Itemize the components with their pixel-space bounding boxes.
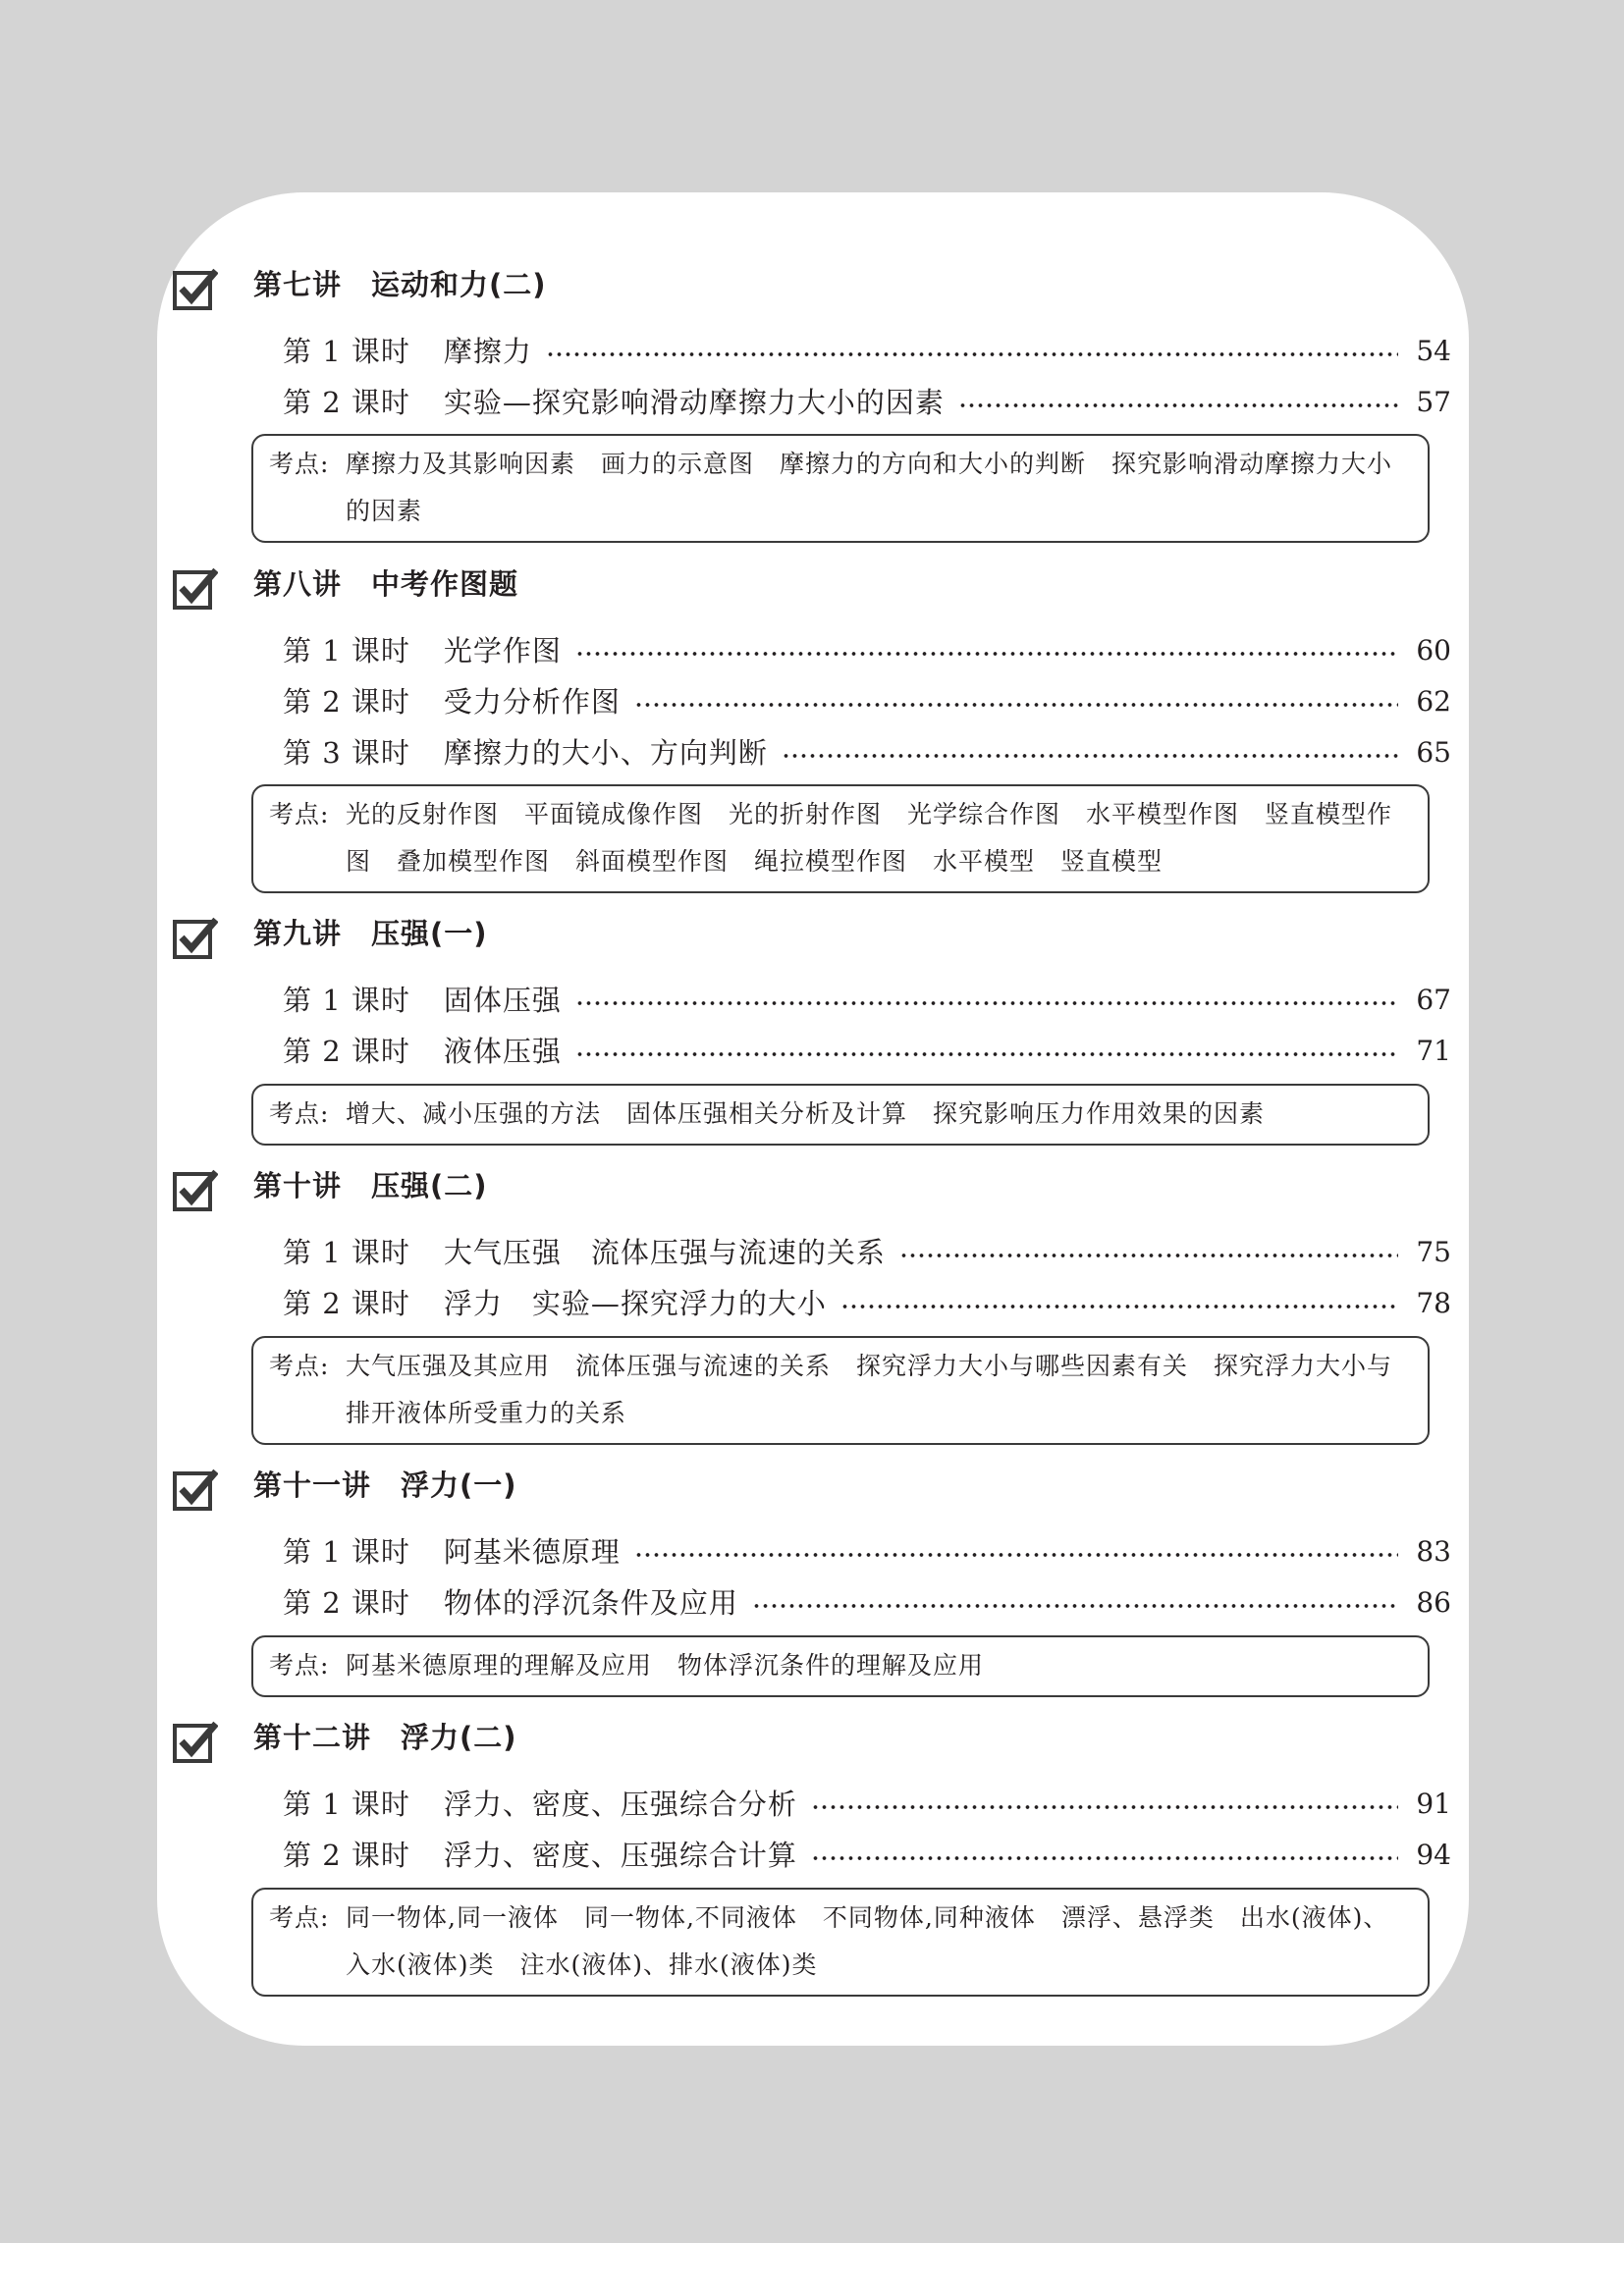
period-label: 第 2 课时	[283, 1287, 410, 1320]
key-points-text: 增大、减小压强的方法 固体压强相关分析及计算 探究影响压力作用效果的因素	[346, 1099, 1266, 1128]
period-label: 第 1 课时	[283, 335, 410, 368]
key-points-label: 考点:	[269, 1099, 330, 1128]
topic-title: 液体压强	[443, 1035, 562, 1068]
topic-title: 大气压强 流体压强与流速的关系	[443, 1236, 886, 1269]
page-number: 57	[1416, 386, 1451, 418]
toc-entry[interactable]	[283, 1583, 1451, 1623]
checkbox-check-icon	[173, 1168, 218, 1211]
dot-leader	[782, 754, 1398, 758]
key-points-box	[251, 1888, 1430, 1997]
key-points-text: 阿基米德原理的理解及应用 物体浮沉条件的理解及应用	[346, 1651, 985, 1680]
toc-entry[interactable]	[283, 1532, 1451, 1572]
topic-title: 浮力、密度、压强综合计算	[443, 1839, 797, 1872]
page-number: 86	[1416, 1586, 1451, 1619]
dot-leader	[811, 1856, 1398, 1860]
period-label: 第 1 课时	[283, 1236, 410, 1269]
topic-title: 浮力、密度、压强综合分析	[443, 1788, 797, 1821]
toc-entry[interactable]	[283, 383, 1451, 422]
key-points-text: 摩擦力及其影响因素 画力的示意图 摩擦力的方向和大小的判断 探究影响滑动摩擦力大小的因素	[346, 450, 1393, 525]
dot-leader	[634, 1553, 1398, 1557]
period-label: 第 1 课时	[283, 1788, 410, 1821]
dot-leader	[958, 403, 1398, 407]
page-number: 83	[1416, 1535, 1451, 1568]
page-number: 60	[1416, 634, 1451, 667]
dot-leader	[752, 1604, 1398, 1608]
page-number: 94	[1416, 1839, 1451, 1871]
period-label: 第 2 课时	[283, 386, 410, 419]
toc-entry[interactable]	[283, 332, 1451, 371]
key-points-box	[251, 1084, 1430, 1146]
topic-title: 实验—探究影响滑动摩擦力大小的因素	[443, 386, 945, 419]
key-points-label: 考点:	[269, 450, 330, 478]
page-number: 62	[1416, 685, 1451, 718]
toc-entry[interactable]	[283, 1032, 1451, 1071]
toc-entry[interactable]	[283, 1836, 1451, 1875]
lecture-title: 第七讲 运动和力(二)	[253, 268, 547, 301]
key-points-text: 同一物体,同一液体 同一物体,不同液体 不同物体,同种液体 漂浮、悬浮类 出水(液体)、入水(液体)类 注水(液体)、排水(液体)类	[346, 1903, 1389, 1979]
topic-title: 浮力 实验—探究浮力的大小	[443, 1287, 827, 1320]
topic-title: 受力分析作图	[443, 685, 621, 719]
toc-entry[interactable]	[283, 1284, 1451, 1323]
toc-entry[interactable]	[283, 733, 1451, 773]
period-label: 第 2 课时	[283, 1839, 410, 1872]
page-number: 65	[1416, 736, 1451, 769]
period-label: 第 1 课时	[283, 1535, 410, 1569]
checkbox-check-icon	[173, 916, 218, 959]
key-points-label: 考点:	[269, 800, 330, 828]
checkbox-check-icon	[173, 1468, 218, 1511]
topic-title: 固体压强	[443, 984, 562, 1017]
lecture-title: 第十二讲 浮力(二)	[253, 1721, 517, 1754]
dot-leader	[575, 1052, 1398, 1056]
checkbox-check-icon	[173, 1720, 218, 1763]
key-points-label: 考点:	[269, 1352, 330, 1380]
topic-title: 物体的浮沉条件及应用	[443, 1586, 738, 1620]
toc-entry[interactable]	[283, 682, 1451, 721]
key-points-box	[251, 434, 1430, 543]
topic-title: 摩擦力的大小、方向判断	[443, 736, 768, 770]
topic-title: 光学作图	[443, 634, 562, 667]
toc-entry[interactable]	[283, 981, 1451, 1020]
period-label: 第 1 课时	[283, 984, 410, 1017]
period-label: 第 1 课时	[283, 634, 410, 667]
key-points-text: 光的反射作图 平面镜成像作图 光的折射作图 光学综合作图 水平模型作图 竖直模型作图 叠加模型作图 斜面模型作图 绳拉模型作图 水平模型 竖直模型	[346, 800, 1393, 876]
page-number: 71	[1416, 1035, 1451, 1067]
lecture-title: 第九讲 压强(一)	[253, 917, 488, 950]
checkbox-check-icon	[173, 267, 218, 310]
page-number: 54	[1416, 335, 1451, 367]
page-number: 67	[1416, 984, 1451, 1016]
period-label: 第 3 课时	[283, 736, 410, 770]
period-label: 第 2 课时	[283, 685, 410, 719]
toc-entry[interactable]	[283, 1233, 1451, 1272]
page-number: 78	[1416, 1287, 1451, 1319]
key-points-label: 考点:	[269, 1903, 330, 1932]
dot-leader	[634, 703, 1398, 707]
key-points-box	[251, 1336, 1430, 1445]
page-number: 91	[1416, 1788, 1451, 1820]
topic-title: 阿基米德原理	[443, 1535, 621, 1569]
lecture-title: 第八讲 中考作图题	[253, 567, 519, 601]
dot-leader	[575, 1001, 1398, 1005]
toc-entry[interactable]	[283, 631, 1451, 670]
dot-leader	[546, 352, 1398, 356]
dot-leader	[575, 652, 1398, 656]
period-label: 第 2 课时	[283, 1586, 410, 1620]
lecture-title: 第十一讲 浮力(一)	[253, 1468, 517, 1502]
key-points-text: 大气压强及其应用 流体压强与流速的关系 探究浮力大小与哪些因素有关 探究浮力大小与排开液体所受重力的关系	[346, 1352, 1393, 1427]
dot-leader	[840, 1305, 1398, 1308]
checkbox-check-icon	[173, 566, 218, 610]
lecture-title: 第十讲 压强(二)	[253, 1169, 488, 1202]
dot-leader	[899, 1254, 1398, 1257]
page-number: 75	[1416, 1236, 1451, 1268]
toc-entry[interactable]	[283, 1785, 1451, 1824]
key-points-box	[251, 1635, 1430, 1697]
dot-leader	[811, 1805, 1398, 1809]
page-bottom-margin	[0, 2243, 1624, 2296]
key-points-label: 考点:	[269, 1651, 330, 1680]
key-points-box	[251, 784, 1430, 893]
topic-title: 摩擦力	[443, 335, 532, 368]
period-label: 第 2 课时	[283, 1035, 410, 1068]
